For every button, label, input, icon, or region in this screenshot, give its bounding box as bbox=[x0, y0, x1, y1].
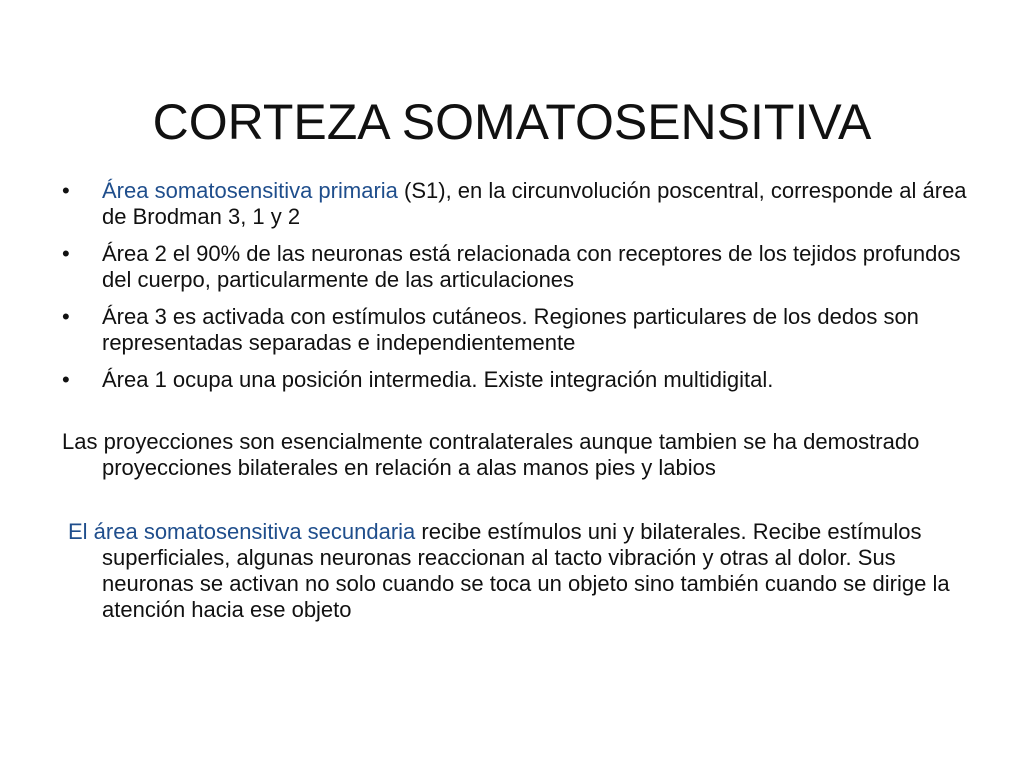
secondary-area-paragraph bbox=[62, 519, 992, 623]
bullet-item-area-2 bbox=[62, 241, 992, 293]
bullet-list bbox=[62, 178, 992, 393]
bullet-text: Área 3 es activada con estímulos cutáneos. Regiones particulares de los dedos son representadas separadas e independientemente bbox=[102, 304, 919, 355]
bullet-icon: • bbox=[62, 178, 70, 203]
bullet-icon: • bbox=[62, 304, 70, 329]
bullet-item-primary-area bbox=[62, 178, 992, 230]
slide-content bbox=[62, 178, 992, 623]
bullet-text: Área 2 el 90% de las neuronas está relacionada con receptores de los tejidos profundos del cuerpo, particularmente de las articulaciones bbox=[102, 241, 961, 292]
secondary-area-term: El área somatosensitiva secundaria bbox=[68, 519, 416, 544]
bullet-icon: • bbox=[62, 241, 70, 266]
bullet-text: Área 1 ocupa una posición intermedia. Existe integración multidigital. bbox=[102, 367, 774, 392]
bullet-item-area-3 bbox=[62, 304, 992, 356]
primary-area-term: Área somatosensitiva primaria bbox=[102, 178, 398, 203]
bullet-text: (S1), en la circunvolución poscentral, corresponde al área de Brodman 3, 1 y 2 bbox=[102, 178, 967, 229]
projections-paragraph: Las proyecciones son esencialmente contralaterales aunque tambien se ha demostrado proyecciones bilaterales en relación a alas manos pies y labios bbox=[62, 429, 920, 480]
secondary-area-text: recibe estímulos uni y bilaterales. Recibe estímulos superficiales, algunas neuronas reaccionan al tacto vibración y otras al dolor. Sus neuronas se activan no solo cuando se toca un objeto sino también cuando se dirige la atención hacia ese objeto bbox=[102, 519, 950, 622]
bullet-icon: • bbox=[62, 367, 70, 392]
bullet-item-area-1 bbox=[62, 367, 992, 393]
slide-title: CORTEZA SOMATOSENSITIVA bbox=[152, 93, 872, 150]
